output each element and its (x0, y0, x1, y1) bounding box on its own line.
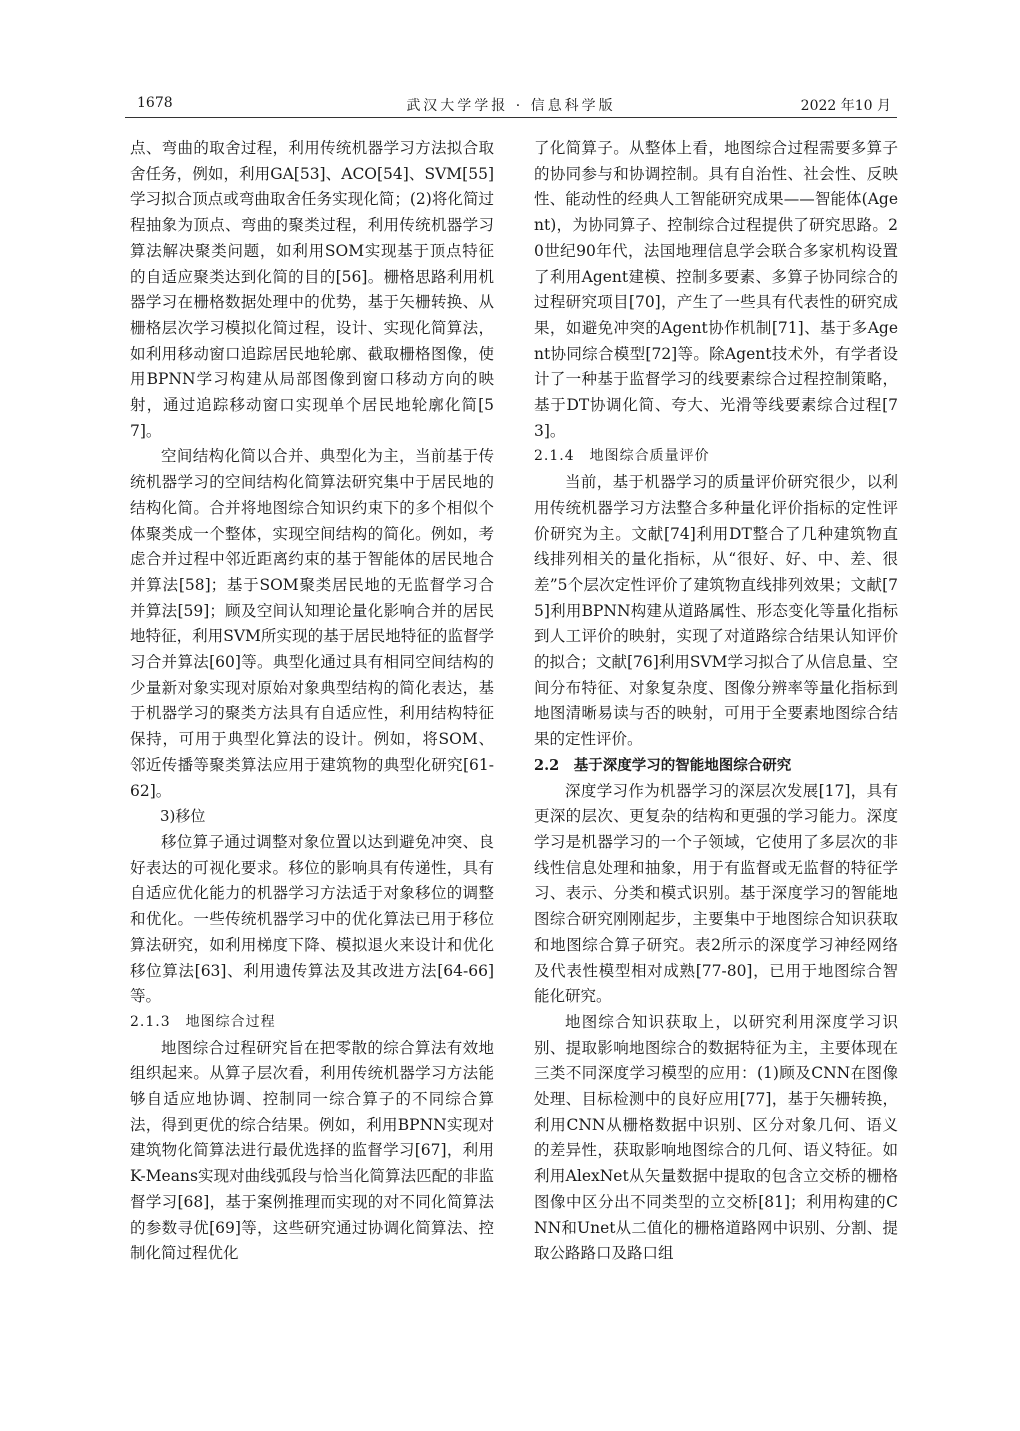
paragraph-agent-research: 了化简算子。从整体上看，地图综合过程需要多算子的协同参与和协调控制。具有自治性、社会性、反映性、能动性的经典人工智能研究成果——智能体(Agent)，为协同算子、控制综合过程提供了研究思路。20世纪90年代，法国地理信息学会联合多家机构设置了利用Agent建模、控制多要素、多算子协同综合的过程研究项目[70]，产生了一些具有代表性的研究成果，如避免冲突的Agent协作机制[71]、基于多Agent协同综合模型[72]等。除Agent技术外，有学者设计了一种基于监督学习的线要素综合过程控制策略，基于DT协调化简、夸大、光滑等线要素综合过程[73]。 (534, 139, 898, 440)
paragraph-quality-evaluation: 当前，基于机器学习的质量评价研究很少，以利用传统机器学习方法整合多种量化评价指标的定性评价研究为主。文献[74]利用DT整合了几种建筑物直线排列相关的量化指标，从“很好、好、中、差、很差”5个层次定性评价了建筑物直线排列效果；文献[75]利用BPNN构建从道路属性、形态变化等量化指标到人工评价的映射，实现了对道路综合结果认知评价的拟合；文献[76]利用SVM学习拟合了从信息量、空间分布特征、对象复杂度、图像分辨率等量化指标到地图清晰易读与否的映射，可用于全要素地图综合结果的定性评价。 (534, 473, 899, 749)
page-header (125, 93, 897, 118)
journal-title: 武汉大学学报 · 信息科学版 (406, 98, 616, 114)
subheading-displacement: 3)移位 (160, 807, 206, 826)
section-heading-2-1-4: 2.1.4 地图综合质量评价 (534, 448, 710, 465)
paragraph-shape-simplification: 点、弯曲的取舍过程，利用传统机器学习方法拟合取舍任务，例如，利用GA[53]、ACO[54]、SVM[55]学习拟合顶点或弯曲取舍任务实现化简；(2)将化简过程抽象为顶点、弯曲的聚类过程，利用传统机器学习算法解决聚类问题，如利用SOM实现基于顶点特征的自适应聚类达到化简的目的[56]。栅格思路利用机器学习在栅格数据处理中的优势，基于矢栅转换、从栅格层次学习模拟化简过程，设计、实现化简算法，如利用移动窗口追踪居民地轮廓、截取栅格图像，使用BPNN学习构建从局部图像到窗口移动方向的映射，通过追踪移动窗口实现单个居民地轮廓化简[57]。 (130, 139, 494, 440)
paragraph-deep-learning-intro: 深度学习作为机器学习的深层次发展[17]，具有更深的层次、更复杂的结构和更强的学习能力。深度学习是机器学习的一个子领域，它使用了多层次的非线性信息处理和抽象，用于有监督或无监督的特征学习、表示、分类和模式识别。基于深度学习的智能地图综合研究刚刚起步，主要集中于地图综合知识获取和地图综合算子研究。表2所示的深度学习神经网络及代表性模型相对成熟[77-80]，已用于地图综合智能化研究。 (534, 781, 898, 1006)
section-heading-2-1-3: 2.1.3 地图综合过程 (130, 1013, 276, 1030)
right-column (534, 136, 898, 1267)
paragraph-generalization-process: 地图综合过程研究旨在把零散的综合算法有效地组织起来。从算子层次看，利用传统机器学习方法能够自适应地协调、控制同一综合算子的不同综合算法，得到更优的综合结果。例如，利用BPNN实现对建筑物化简算法进行最优选择的监督学习[67]，利用K-Means实现对曲线弧段与恰当化简算法匹配的非监督学习[68]，基于案例推理而实现的对不同化简算法的参数寻优[69]等，这些研究通过协调化简算法、控制化简过程优化 (130, 1038, 494, 1263)
left-column (130, 136, 494, 1267)
issue-date: 2022 年10 月 (800, 98, 891, 114)
paragraph-knowledge-acquisition: 地图综合知识获取上，以研究利用深度学习识别、提取影响地图综合的数据特征为主，主要体现在三类不同深度学习模型的应用：(1)顾及CNN在图像处理、目标检测中的良好应用[77]，基于矢栅转换，利用CNN从栅格数据中识别、区分对象几何、语义的差异性，获取影响地图综合的几何、语义特征。如利用AlexNet从矢量数据中提取的包含立交桥的栅格图像中区分出不同类型的立交桥[81]；利用构建的CNN和Unet从二值化的栅格道路网中识别、分割、提取公路路口及路口组 (534, 1012, 898, 1263)
paragraph-structure-simplification: 空间结构化简以合并、典型化为主，当前基于传统机器学习的空间结构化简算法研究集中于居民地的结构化简。合并将地图综合知识约束下的多个相似个体聚类成一个整体，实现空间结构的简化。例如，考虑合并过程中邻近距离约束的基于智能体的居民地合并算法[58]；基于SOM聚类居民地的无监督学习合并算法[59]；顾及空间认知理论量化影响合并的居民地特征，利用SVM所实现的基于居民地特征的监督学习合并算法[60]等。典型化通过具有相同空间结构的少量新对象实现对原始对象典型结构的简化表达，基于机器学习的聚类方法具有自适应性，利用结构特征保持，可用于典型化算法的设计。例如，将SOM、邻近传播等聚类算法应用于建筑物的典型化研究[61-62]。 (130, 447, 494, 800)
paragraph-displacement: 移位算子通过调整对象位置以达到避免冲突、良好表达的可视化要求。移位的影响具有传递性，具有自适应优化能力的机器学习方法适于对象移位的调整和优化。一些传统机器学习中的优化算法已用于移位算法研究，如利用梯度下降、模拟退火来设计和优化移位算法[63]、利用遗传算法及其改进方法[64-66]等。 (130, 832, 494, 1006)
page-number: 1678 (137, 95, 173, 111)
section-heading-2-2: 2.2 基于深度学习的智能地图综合研究 (534, 756, 792, 774)
